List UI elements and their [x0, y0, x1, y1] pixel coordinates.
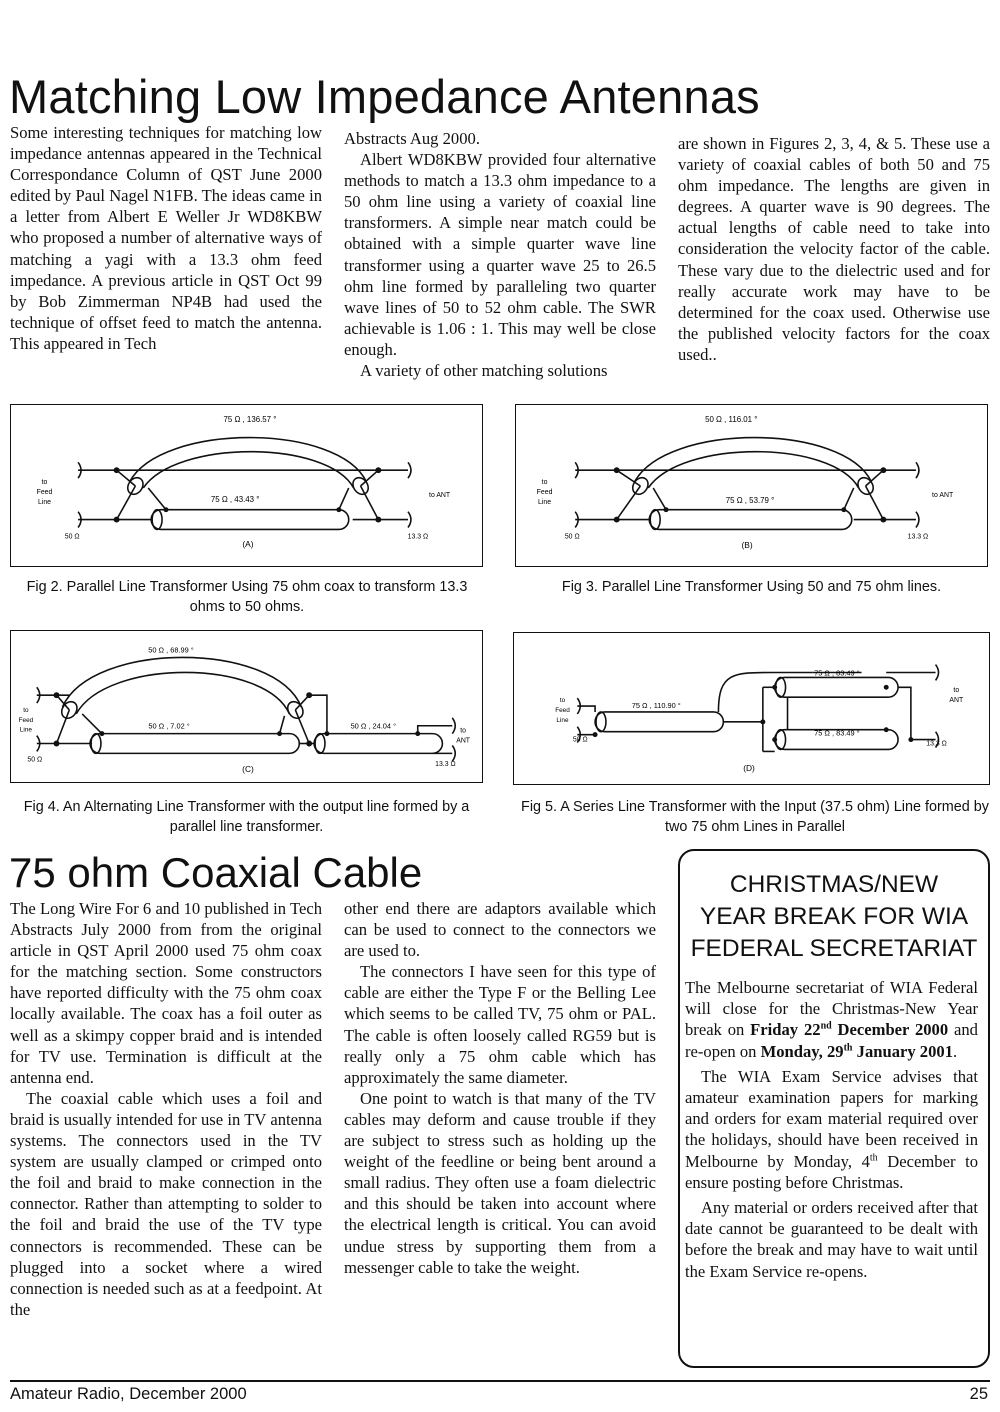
fig-b-input-impedance: 50 Ω	[564, 533, 580, 541]
fig-c-output-impedance: 13.3 Ω	[435, 761, 456, 769]
fig-b-feed-label: Line	[538, 498, 552, 506]
footer-publication: Amateur Radio, December 2000	[10, 1385, 247, 1403]
figure-d-diagram	[514, 633, 989, 784]
article1-column-2	[344, 128, 656, 381]
notice-title-line: CHRISTMAS/NEW	[729, 871, 939, 898]
fig-d-antenna-label: to	[953, 687, 960, 695]
fig-b-output-impedance: 13.3 Ω	[907, 533, 929, 541]
notice-date: Friday 22nd December 2000	[750, 1020, 949, 1040]
fig-b-feed-label: Feed	[536, 488, 553, 496]
fig-d-input-impedance: 50 Ω	[572, 736, 588, 744]
notice-text: and re-open on	[685, 1020, 978, 1061]
notice-body	[685, 977, 978, 1286]
fig-b-top-line-label: 50 Ω , 116.01 °	[705, 414, 758, 424]
notice-date: Monday, 29th January 2001	[760, 1041, 953, 1061]
figure-c-diagram	[11, 631, 482, 782]
fig-c-letter: (C)	[242, 764, 254, 775]
fig-c-mid-line-label: 50 Ω , 7.02 °	[148, 721, 190, 731]
article2-paragraph: The connectors I have seen for this type of cable are either the Type F or the Belling Lee which seems to be called TV, 75 ohm or PAL. The cable is often loosely called RG59 but is really only a 75 ohm cable which has approximately the same diameter.	[344, 962, 656, 1087]
notice-text: The Melbourne secretariat of WIA Federal will close for the Christmas-New Year break on	[685, 978, 978, 1040]
figure-a-caption: Fig 2. Parallel Line Transformer Using 75 ohm coax to transform 13.3 ohms to 50 ohms.	[26, 579, 468, 615]
article1-paragraph: Some interesting techniques for matching low impedance antennas appeared in the Technical Correspondance Column of QST June 2000 edited by Paul Nagel N1FB. The ideas came in a letter from Albert E Weller Jr WD8KBW who proposed a number of alternative ways of matching a yagi with a 13.3 ohm feed impedance. A previous article in QST Oct 99 by Bob Zimmerman NP4B had used the technique of offset feed to match the antenna. This appeared in Tech	[10, 123, 322, 353]
article1-paragraph: A variety of other matching solutions	[360, 361, 608, 381]
article1-paragraph: Albert WD8KBW provided four alternative methods to match a 13.3 ohm impedance to a 50 ohm line using a variety of coaxial line transformers. A simple near match could be obtained with a simple quarter wave line transformer using a quarter wave 25 to 26.5 ohm line formed by paralleling two quarter wave lines of 50 to 52 ohm cable. The SWR achievable is 1.06 : 1. This may well be close enough.	[344, 150, 656, 359]
article1-column-1	[10, 122, 322, 354]
notice-title-line: YEAR BREAK FOR WIA	[699, 903, 969, 930]
notice-paragraph: Any material or orders received after that date cannot be guaranteed to be dealt with before the break and may have to wait until the Exam Service re-opens.	[685, 1198, 978, 1281]
article2-column-2	[344, 898, 656, 1278]
article1-column-3	[678, 133, 990, 365]
article1-paragraph: are shown in Figures 2, 3, 4, & 5. These use a variety of coaxial cables of both 50 and 75 ohm impedance. The lengths are given in degrees. A quarter wave is 90 degrees. The actual lengths of cable need to take into consideration the velocity factor of the cable. These vary due to the dielectric used and for really accurate work may have to be determined for the coax used. Otherwise use the published velocity factors for the coax used..	[678, 134, 990, 364]
fig-a-letter: (A)	[242, 539, 254, 550]
fig-d-feed-label: Line	[556, 716, 569, 724]
fig-b-feed-label: to	[541, 479, 548, 487]
fig-c-feed-label: to	[23, 706, 29, 714]
figure-d-caption: Fig 5. A Series Line Transformer with the Input (37.5 ohm) Line formed by two 75 ohm Lines in Parallel	[521, 799, 989, 835]
notice-paragraph: The Melbourne secretariat of WIA Federal will close for the Christmas-New Year break on Friday 22nd December 2000 and re-open on Monday, 29th January 2001.	[685, 978, 978, 1061]
notice-box	[678, 849, 990, 1368]
article-title: Matching Low Impedance Antennas	[9, 70, 760, 123]
article2-paragraph: One point to watch is that many of the TV cables may deform and cause trouble if they are subject to stress such as holding up the weight of the feedline or being bent around a small radius. They often use a foam dielectric and this should be taken into account where the electrical length is critical. You can avoid undue stress by supporting them from a messenger cable to take the weight.	[344, 1088, 656, 1277]
fig-d-lower-line-label: 75 Ω , 83.49 °	[814, 728, 860, 738]
fig-b-antenna-label: to ANT	[932, 491, 954, 499]
figure-b	[515, 404, 988, 567]
fig-c-top-line-label: 50 Ω , 68.99 °	[148, 645, 194, 655]
article2-paragraph: other end there are adaptors available which can be used to connect to the connectors we are used to.	[344, 899, 656, 961]
figure-b-diagram	[516, 405, 987, 566]
fig-a-input-impedance: 50 Ω	[64, 533, 80, 541]
fig-d-antenna-label: ANT	[949, 697, 964, 705]
fig-a-feed-label: Line	[37, 498, 52, 506]
fig-c-antenna-label: to	[460, 727, 467, 735]
notice-paragraph: The WIA Exam Service advises that amateur examination papers for marking and orders for exam material required over the holidays, should have been received in Melbourne by Monday, 4th December to ensure posting before Christmas.	[685, 1066, 978, 1192]
fig-b-mid-line-label: 75 Ω , 53.79 °	[725, 495, 775, 505]
footer-rule	[10, 1380, 990, 1382]
fig-c-antenna-label: ANT	[456, 737, 471, 745]
article1-paragraph: Abstracts Aug 2000.	[344, 129, 480, 148]
notice-title-line: FEDERAL SECRETARIAT	[690, 935, 978, 962]
page-number: 25	[969, 1385, 988, 1403]
figure-a-diagram	[11, 405, 482, 566]
fig-d-feed-label: Feed	[555, 706, 570, 714]
fig-a-feed-label: Feed	[36, 488, 53, 496]
fig-c-feed-label: Line	[19, 726, 32, 734]
figure-c	[10, 630, 483, 783]
fig-c-third-line-label: 50 Ω , 24.04 °	[350, 721, 397, 731]
figure-a	[10, 404, 483, 567]
article-title: 75 ohm Coaxial Cable	[9, 849, 423, 896]
fig-a-output-impedance: 13.3 Ω	[407, 533, 429, 541]
fig-b-letter: (B)	[741, 540, 753, 551]
figure-b-caption: Fig 3. Parallel Line Transformer Using 50 and 75 ohm lines.	[561, 579, 942, 595]
fig-c-input-impedance: 50 Ω	[27, 756, 43, 764]
article2-paragraph: The Long Wire For 6 and 10 published in Tech Abstracts July 2000 from from the original article in QST April 2000 used 75 ohm coax for the matching section. Some constructors have reported difficulty with the 75 ohm coax locally available. The coax has a foil outer as well as a skimpy copper braid and is intended for TV use. Termination is difficult at the antenna end.	[10, 899, 322, 1087]
figure-d	[513, 632, 990, 785]
fig-d-output-impedance: 13.3 Ω	[926, 740, 947, 748]
article2-paragraph: The coaxial cable which uses a foil and braid is usually intended for use in TV antenna systems. The connectors used in the TV system are usually clamped or crimped onto the foil and braid to make connection in the connector. Rather than attempting to solder to the foil and braid the use of the TV type connectors is recommended. These can be plugged into a socket where a wired connection is needed such as at a feedpoint. At the	[10, 1088, 322, 1319]
fig-a-antenna-label: to ANT	[429, 491, 451, 499]
article2-column-1	[10, 898, 322, 1320]
fig-d-series-line-label: 75 Ω , 110.90 °	[631, 701, 681, 711]
fig-d-upper-line-label: 75 Ω , 83.49 °	[814, 668, 860, 678]
fig-d-letter: (D)	[743, 763, 755, 774]
fig-d-feed-label: to	[559, 697, 566, 705]
notice-title	[680, 869, 988, 965]
fig-a-mid-line-label: 75 Ω , 43.43 °	[210, 494, 260, 504]
fig-c-feed-label: Feed	[18, 716, 34, 724]
fig-a-feed-label: to	[41, 479, 48, 487]
figure-c-caption: Fig 4. An Alternating Line Transformer with the output line formed by a parallel line transformer.	[23, 799, 470, 835]
fig-a-top-line-label: 75 Ω , 136.57 °	[223, 414, 277, 424]
